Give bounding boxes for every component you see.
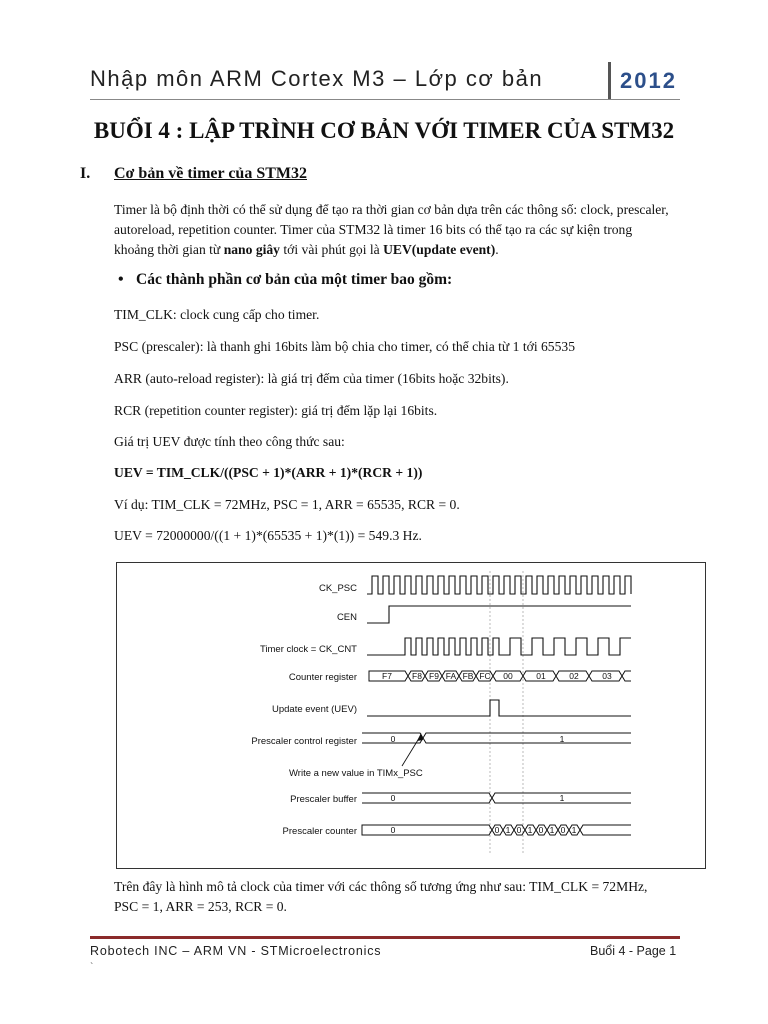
caption-line-2: PSC = 1, ARR = 253, RCR = 0. [114,899,287,914]
prescaler-buffer-bus [362,793,631,803]
header-divider [608,62,611,100]
item-rcr: RCR (repetition counter register): giá trị đếm lặp lại 16bits. [114,403,438,418]
label-update-event: Update event (UEV) [271,704,357,715]
uev-term: UEV(update event) [383,242,496,257]
prescaler-counter-value: 0 [516,825,522,835]
prescaler-counter-value: 1 [505,825,511,835]
counter-value: FC [479,671,491,681]
section-title: Cơ bản về timer của STM32 [114,165,307,182]
prescaler-counter-value: 1 [571,825,577,835]
prescaler-counter-value: 0 [494,825,500,835]
caption-line-1: Trên đây là hình mô tả clock của timer với các thông số tương ứng như sau: TIM_CLK = 72MHz, [114,879,648,894]
footer-rule [90,936,680,939]
uev-intro: Giá trị UEV được tính theo công thức sau: [114,434,345,449]
label-cen: CEN [336,612,357,623]
prescaler-counter-value: 0 [538,825,544,835]
footer-left: Robotech INC – ARM VN - STMicroelectronics [90,944,382,958]
prescaler-control-value: 0 [390,734,396,744]
item-psc: PSC (prescaler): là thanh ghi 16bits làm bộ chia cho timer, có thể chia từ 1 tới 65535 [114,339,575,354]
footer-mark: ` [90,962,94,973]
intro-line-3: khoảng thời gian từ nano giây tới vài phút gọi là UEV(update event). [114,242,499,257]
counter-value: 03 [602,671,612,681]
label-counter-register: Counter register [288,672,357,683]
cen-wave [367,606,631,623]
nano-term: nano giây [223,242,280,257]
label-timer-clock: Timer clock = CK_CNT [259,644,357,655]
label-prescaler-counter: Prescaler counter [282,826,357,837]
counter-value: F9 [429,671,439,681]
item-arr: ARR (auto-reload register): là giá trị đếm của timer (16bits hoặc 32bits). [114,371,509,386]
counter-value: FA [445,671,457,681]
prescaler-control-value: 1 [559,734,565,744]
label-prescaler-control: Prescaler control register [251,736,357,747]
counter-value: 00 [503,671,513,681]
prescaler-counter-value: 1 [527,825,533,835]
timer-diagram-svg [117,563,705,868]
label-ck-psc: CK_PSC [318,583,357,594]
uev-wave [367,700,631,716]
prescaler-control-bus [362,733,631,743]
prescaler-counter-value: 0 [560,825,566,835]
counter-register-bus [369,671,631,681]
header-year: 2012 [620,68,677,93]
example-line: Ví dụ: TIM_CLK = 72MHz, PSC = 1, ARR = 65535, RCR = 0. [114,497,460,512]
intro-line-2: autoreload, repetition counter. Timer của STM32 là timer 16 bits có thể tạo ra các sự kiện trong [114,222,633,237]
counter-value: 02 [569,671,579,681]
counter-value: FB [462,671,474,681]
label-prescaler-buffer: Prescaler buffer [290,794,357,805]
prescaler-counter-value: 1 [549,825,555,835]
ck-psc-wave [367,576,631,594]
document-title: BUỔI 4 : LẬP TRÌNH CƠ BẢN VỚI TIMER CỦA STM32 [93,118,675,143]
counter-value: F8 [412,671,422,681]
header-title: Nhập môn ARM Cortex M3 – Lớp cơ bản [90,66,544,91]
intro-paragraph [114,200,694,260]
prescaler-buffer-value: 0 [390,793,396,803]
prescaler-buffer-value: 1 [559,793,565,803]
footer-page: Buổi 4 - Page 1 [590,944,677,958]
prescaler-counter-value: 0 [390,825,396,835]
counter-value: 01 [536,671,546,681]
uev-formula: UEV = TIM_CLK/((PSC + 1)*(ARR + 1)*(RCR + 1)) [114,465,423,480]
counter-value: F7 [382,671,392,681]
item-tim-clk: TIM_CLK: clock cung cấp cho timer. [114,307,320,322]
section-number: I. [80,165,91,182]
calc-line: UEV = 72000000/((1 + 1)*(65535 + 1)*(1)) = 549.3 Hz. [114,528,422,543]
header-rule [90,99,680,100]
timer-clock-wave [367,638,631,655]
timer-diagram [116,562,706,869]
write-note: Write a new value in TIMx_PSC [289,768,423,779]
intro-line-1: Timer là bộ định thời có thể sử dụng để tạo ra thời gian cơ bản dựa trên các thông số: clock, prescaler, [114,202,669,217]
bullet-heading: Các thành phần cơ bản của một timer bao gồm: [136,271,453,288]
bullet-symbol: • [118,271,124,288]
